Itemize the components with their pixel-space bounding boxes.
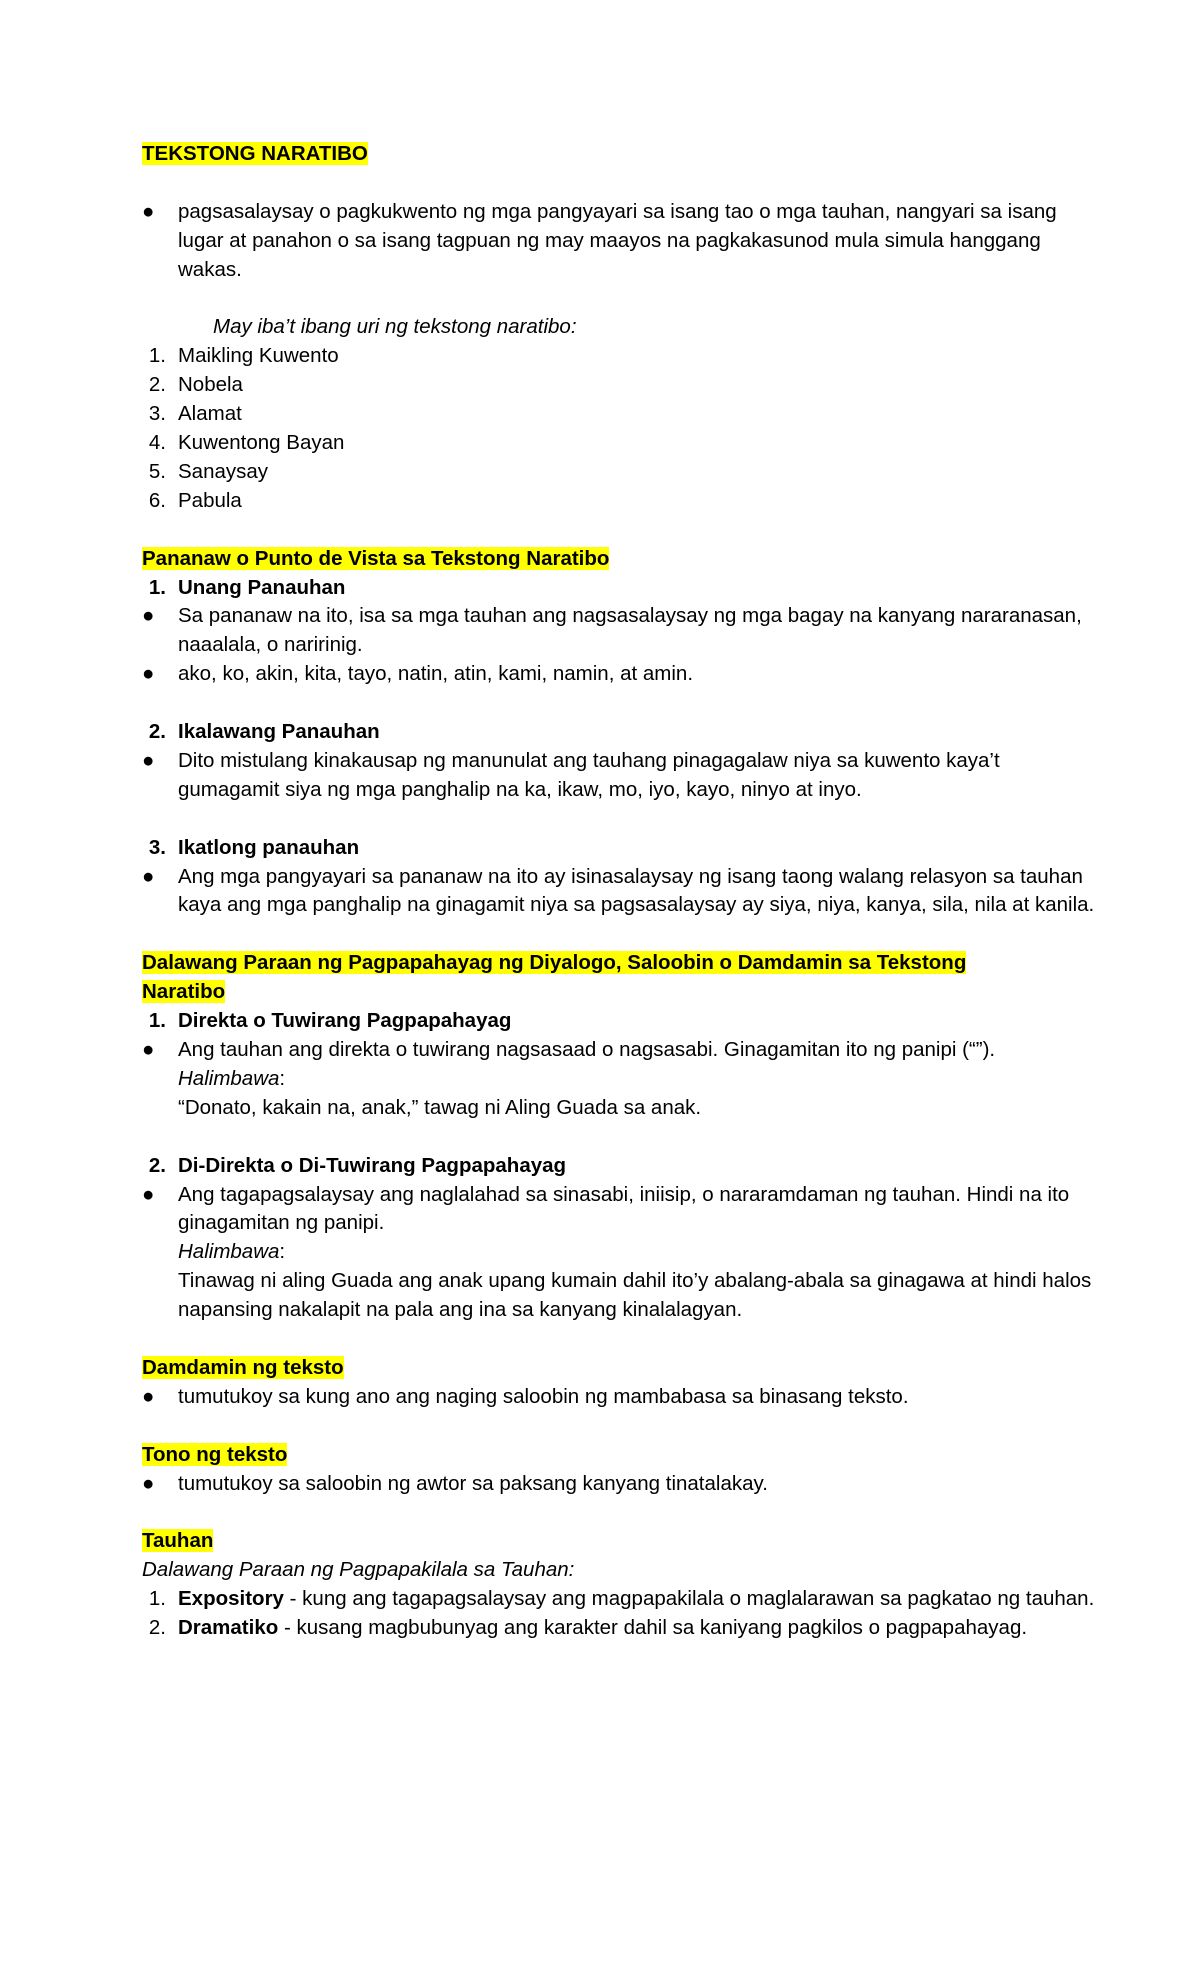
list-item: 6. Pabula [148,488,242,512]
list-item: ● Dito mistulang kinakausap ng manunulat ang tauhang pinagagalaw niya sa kuwento kaya’t gumagamit siya ng mga panghalip na ka, ikaw, mo, iyo, kayo, ninyo at inyo. [142,748,1000,801]
types-intro: May iba’t ibang uri ng tekstong naratibo: [213,315,577,339]
example-text: “Donato, kakain na, anak,” tawag ni Aling Guada sa anak. [178,1095,702,1119]
list-item: 1. Direkta o Tuwirang Pagpapahayag [148,1009,512,1033]
section-heading-tono: Tono ng teksto [142,1442,288,1466]
list-item: ● tumutukoy sa saloobin ng awtor sa paksang kanyang tinatalakay. [142,1471,768,1495]
bullet-marker: ● [142,199,155,223]
example-label: Halimbawa: [178,1066,286,1090]
example-text: Tinawag ni aling Guada ang anak upang kumain dahil ito’y abalang-abala sa ginagawa at hindi halos napansing nakalapit na pala ang ina sa kanyang kinalalagyan. [178,1269,1092,1322]
section-heading-damdamin: Damdamin ng teksto [142,1355,344,1379]
example-label: Halimbawa: [178,1240,286,1264]
list-item: ● Ang tauhan ang direkta o tuwirang nagsasaad o nagsasabi. Ginagamitan ito ng panipi (“”). Halimbawa: “Donato, kakain na, anak,” tawag ni Aling Guada sa anak. [142,1036,1100,1123]
list-item: 1. Maikling Kuwento [148,344,339,368]
types-list [142,342,1100,515]
list-item: 2. Nobela [148,373,243,397]
list-item: 1. Unang Panauhan [148,575,346,599]
definition-text: pagsasalaysay o pagkukwento ng mga pangyayari sa isang tao o mga tauhan, nangyari sa isang lugar at panahon o sa isang tagpuan ng may maayos na pagkakasunod mula simula hanggang wakas. [178,199,1057,281]
section-heading-pananaw: Pananaw o Punto de Vista sa Tekstong Naratibo [142,546,610,570]
list-item: 3. Ikatlong panauhan [148,835,360,859]
list-item: ● Ang mga pangyayari sa pananaw na ito ay isinasalaysay ng isang taong walang relasyon sa tauhan kaya ang mga panghalip na ginagamit niya sa pagsasalaysay ay siya, niya, kanya, sila, nila at kanila. [142,864,1095,917]
tauhan-intro: Dalawang Paraan ng Pagpapakilala sa Tauhan: [142,1558,575,1582]
list-item: 5. Sanaysay [148,459,269,483]
list-item: ● tumutukoy sa kung ano ang naging saloobin ng mambabasa sa binasang teksto. [142,1384,909,1408]
list-item: ● Sa pananaw na ito, isa sa mga tauhan ang nagsasalaysay ng mga bagay na kanyang nararanasan, naaalala, o naririnig. [142,604,1082,657]
section-heading-tauhan: Tauhan [142,1529,214,1553]
list-item: ● ako, ko, akin, kita, tayo, natin, atin, kami, namin, at amin. [142,662,694,686]
section-heading-tekstong-naratibo: TEKSTONG NARATIBO [142,142,368,165]
list-item: 3. Alamat [148,402,242,426]
list-item: ● Ang tagapagsalaysay ang naglalahad sa sinasabi, iniisip, o nararamdaman ng tauhan. Hindi na ito ginagamitan ng panipi. Halimbawa: Tinawag ni aling Guada ang anak upang kumain dahil ito’y abalang-abala sa ginagawa at hindi halos napansing nakalapit na pala ang ina sa kanyang kinalalagyan. [142,1181,1100,1326]
list-item: 2. Dramatiko - kusang magbubunyag ang karakter dahil sa kaniyang pagkilos o pagpapahayag. [148,1616,1028,1640]
list-item [142,198,1100,285]
list-item: 2. Ikalawang Panauhan [148,720,380,744]
section-heading-paraan: Dalawang Paraan ng Pagpapahayag ng Diyalogo, Saloobin o Damdamin sa Tekstong Naratibo [142,951,967,1004]
list-item: 2. Di-Direkta o Di-Tuwirang Pagpapahayag [148,1153,567,1177]
list-item: 1. Expository - kung ang tagapagsalaysay ang magpapakilala o maglalarawan sa pagkatao ng tauhan. [148,1587,1095,1611]
list-item: 4. Kuwentong Bayan [148,431,345,455]
